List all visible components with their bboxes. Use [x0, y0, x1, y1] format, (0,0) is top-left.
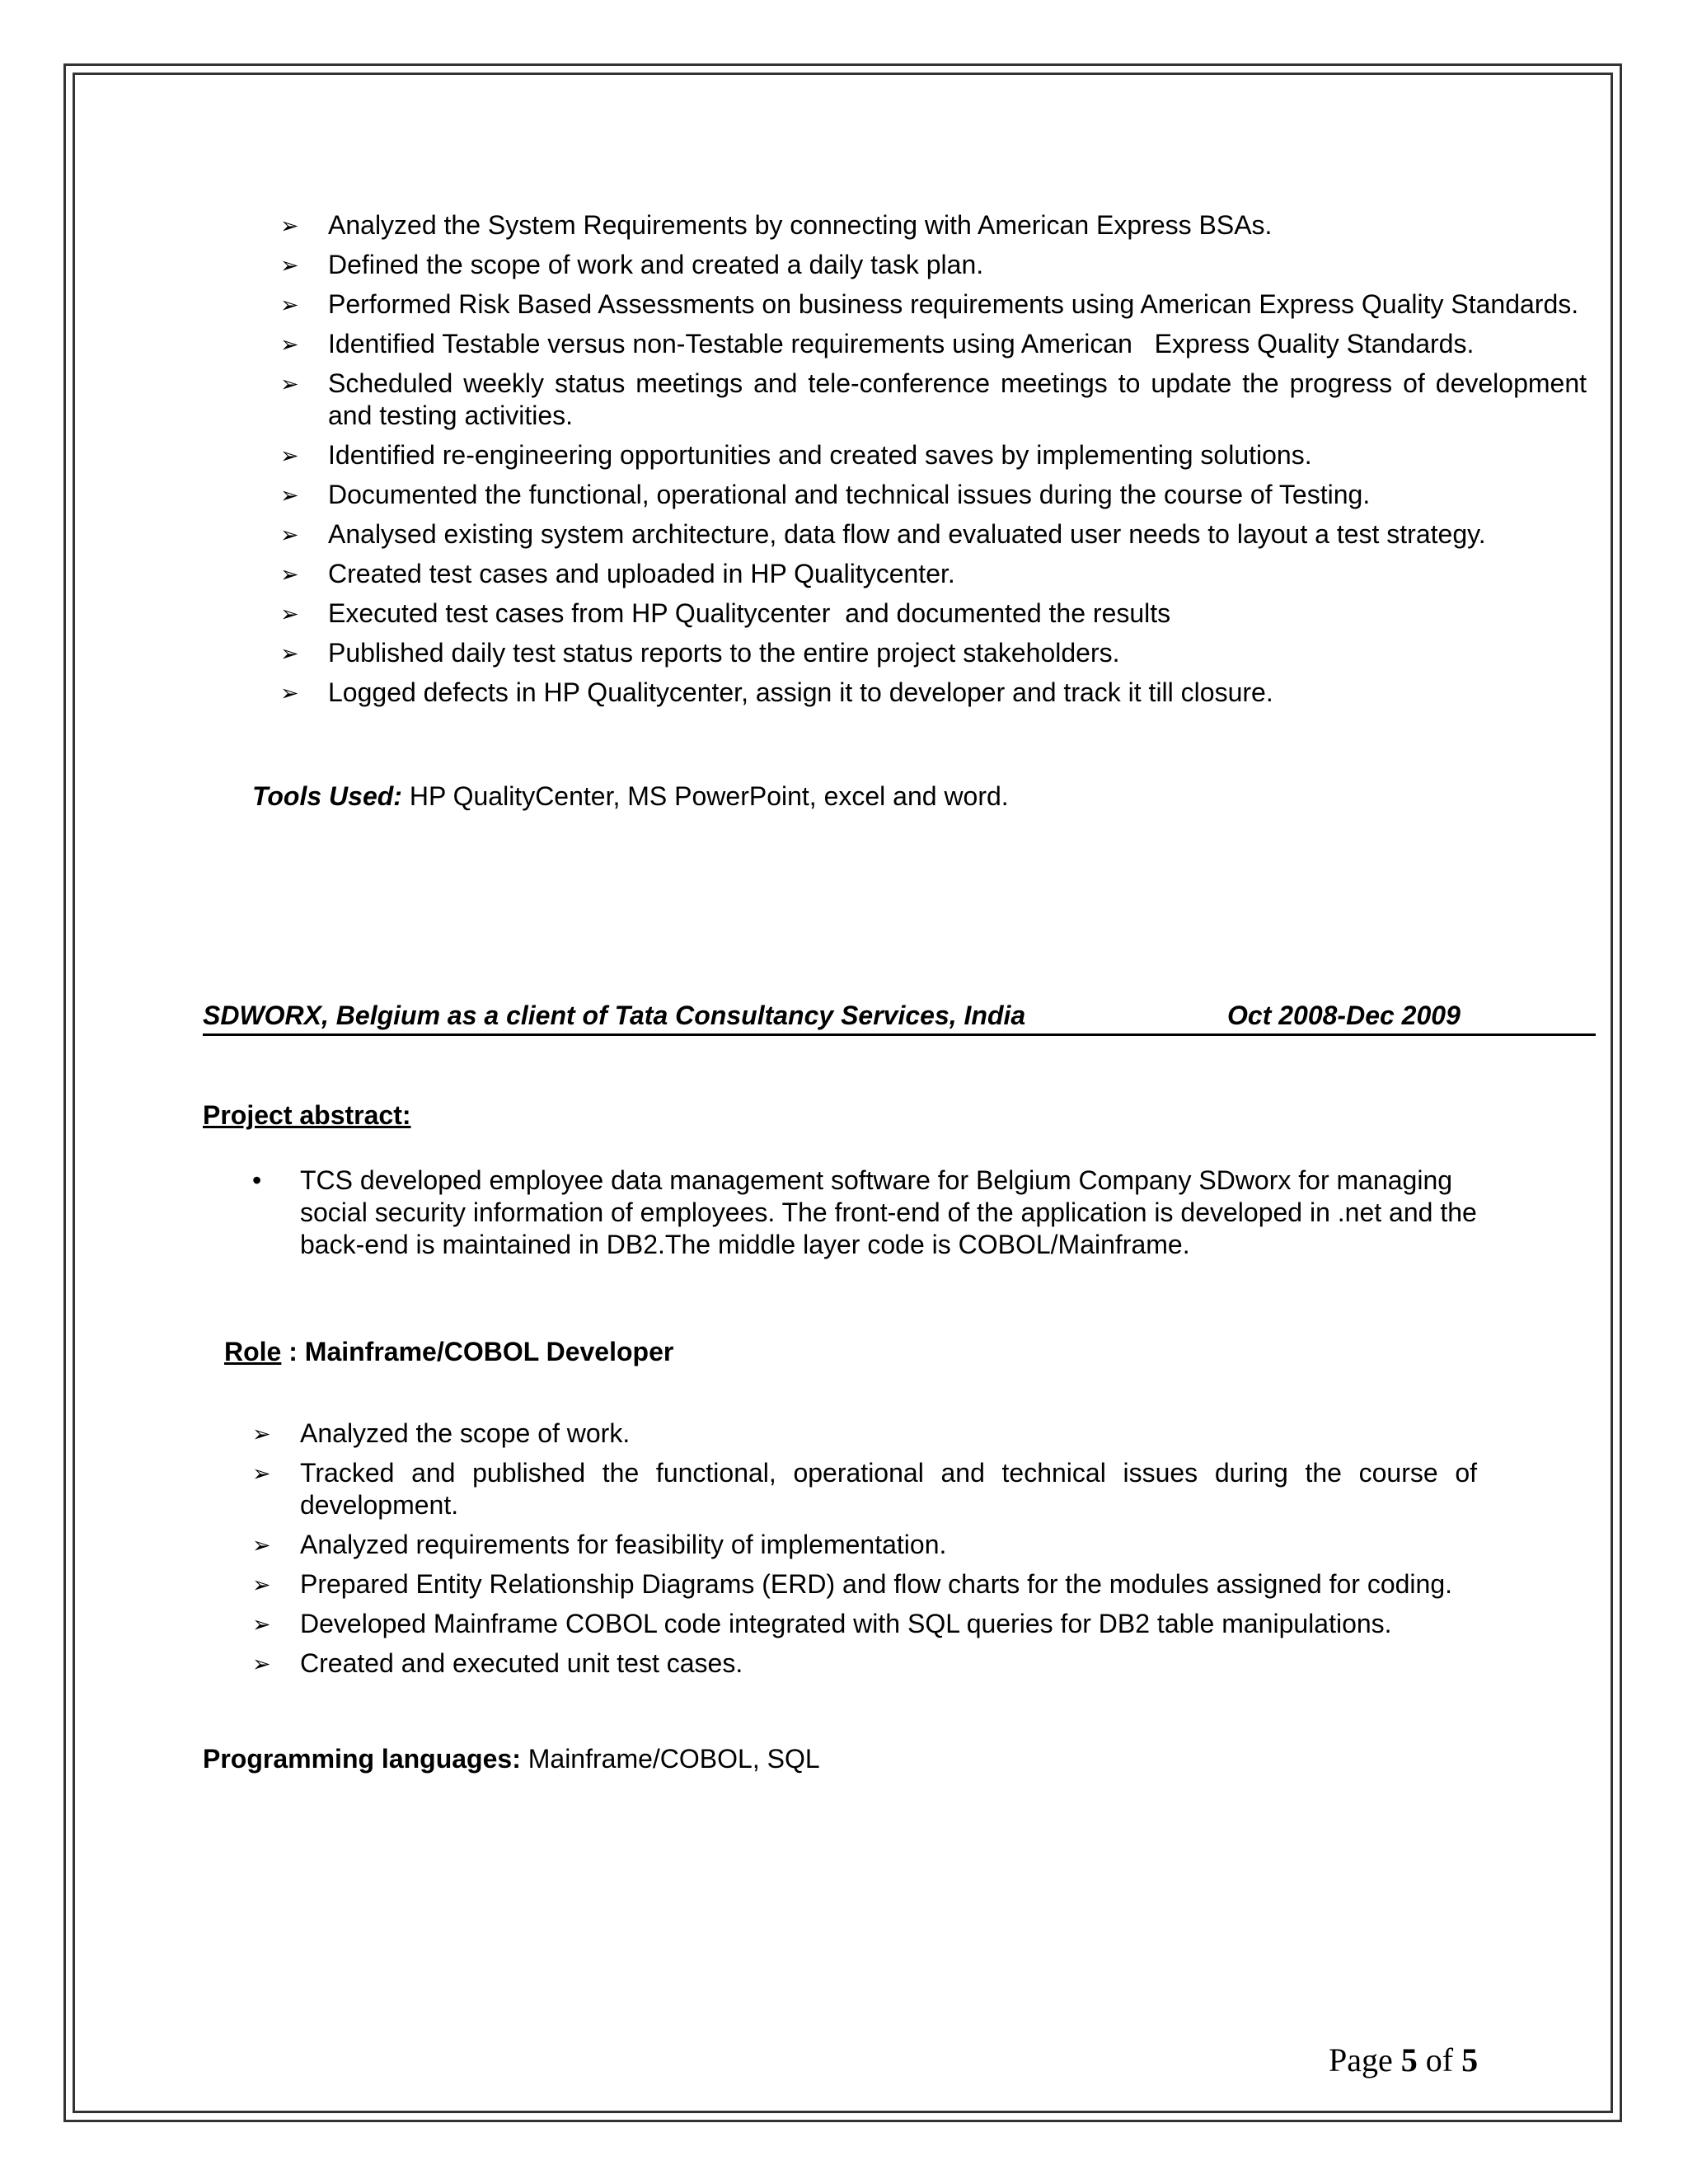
list-item: ➢ Logged defects in HP Qualitycenter, assign it to developer and track it till closure.	[328, 677, 1587, 709]
arrow-bullet-icon: ➢	[280, 483, 299, 509]
arrow-bullet-icon: ➢	[280, 523, 299, 548]
arrow-bullet-icon: ➢	[280, 372, 299, 397]
role-value: : Mainframe/COBOL Developer	[281, 1337, 674, 1366]
list-item: ➢ Developed Mainframe COBOL code integrated with SQL queries for DB2 table manipulations.	[300, 1608, 1477, 1640]
programming-languages-label: Programming languages:	[203, 1744, 521, 1774]
list-item: ➢ Identified Testable versus non-Testable requirements using American Express Quality Standards.	[328, 328, 1587, 360]
project-abstract-text: TCS developed employee data management software for Belgium Company SDworx for managing social security information of employees. The front-end of the application is developed in .net and the back-end is maintained in DB2.The middle layer code is COBOL/Mainframe.	[300, 1165, 1477, 1259]
role-line	[224, 1337, 673, 1367]
role-label: Role	[224, 1337, 282, 1366]
list-item: ➢ Identified re-engineering opportunities and created saves by implementing solutions.	[328, 439, 1587, 471]
list-item: ➢ Analyzed the scope of work.	[300, 1418, 1477, 1450]
arrow-bullet-icon: ➢	[252, 1572, 271, 1598]
bullet-dot-icon: •	[252, 1165, 262, 1195]
list-item: ➢ Analysed existing system architecture, data flow and evaluated user needs to layout a test strategy.	[328, 518, 1587, 551]
project-abstract	[252, 1165, 1479, 1261]
list-item: ➢ Analyzed the System Requirements by connecting with American Express BSAs.	[328, 209, 1587, 241]
arrow-bullet-icon: ➢	[252, 1652, 271, 1677]
developer-responsibilities-list	[252, 1418, 1477, 1687]
list-item: ➢ Performed Risk Based Assessments on business requirements using American Express Quality Standards.	[328, 288, 1587, 321]
list-item: ➢ Created and executed unit test cases.	[300, 1647, 1477, 1680]
responsibilities-list	[280, 209, 1587, 716]
arrow-bullet-icon: ➢	[280, 562, 299, 588]
arrow-bullet-icon: ➢	[252, 1533, 271, 1558]
arrow-bullet-icon: ➢	[252, 1422, 271, 1447]
programming-languages-value: Mainframe/COBOL, SQL	[520, 1744, 820, 1774]
arrow-bullet-icon: ➢	[252, 1612, 271, 1638]
arrow-bullet-icon: ➢	[280, 681, 299, 706]
arrow-bullet-icon: ➢	[280, 332, 299, 358]
client-header	[203, 1001, 1596, 1036]
list-item: ➢ Executed test cases from HP Qualitycenter and documented the results	[328, 598, 1587, 630]
employment-dates: Oct 2008-Dec 2009	[1227, 1001, 1461, 1030]
list-item: ➢ Published daily test status reports to the entire project stakeholders.	[328, 637, 1587, 669]
list-item: ➢ Prepared Entity Relationship Diagrams (ERD) and flow charts for the modules assigned for coding.	[300, 1568, 1477, 1601]
arrow-bullet-icon: ➢	[280, 443, 299, 469]
arrow-bullet-icon: ➢	[280, 602, 299, 627]
list-item: ➢ Defined the scope of work and created a daily task plan.	[328, 249, 1587, 281]
programming-languages	[203, 1744, 820, 1774]
arrow-bullet-icon: ➢	[280, 641, 299, 667]
list-item: ➢ Analyzed requirements for feasibility of implementation.	[300, 1529, 1477, 1561]
arrow-bullet-icon: ➢	[252, 1461, 271, 1487]
list-item: ➢ Created test cases and uploaded in HP Qualitycenter.	[328, 558, 1587, 590]
arrow-bullet-icon: ➢	[280, 293, 299, 318]
list-item: ➢ Tracked and published the functional, operational and technical issues during the course of development.	[252, 1458, 1477, 1520]
list-item: ➢ Documented the functional, operational and technical issues during the course of Testing.	[328, 479, 1587, 511]
tools-used-label: Tools Used:	[252, 781, 402, 811]
project-abstract-heading: Project abstract:	[203, 1100, 411, 1130]
client-name: SDWORX, Belgium as a client of Tata Consultancy Services, India	[203, 1001, 1026, 1030]
arrow-bullet-icon: ➢	[280, 213, 299, 239]
page-number: Page 5 of 5	[1329, 2041, 1479, 2079]
tools-used-value: HP QualityCenter, MS PowerPoint, excel and word.	[401, 781, 1009, 811]
arrow-bullet-icon: ➢	[280, 253, 299, 279]
tools-used	[252, 780, 1009, 813]
list-item: ➢ Scheduled weekly status meetings and tele-conference meetings to update the progress of development and testing activities.	[280, 368, 1587, 430]
